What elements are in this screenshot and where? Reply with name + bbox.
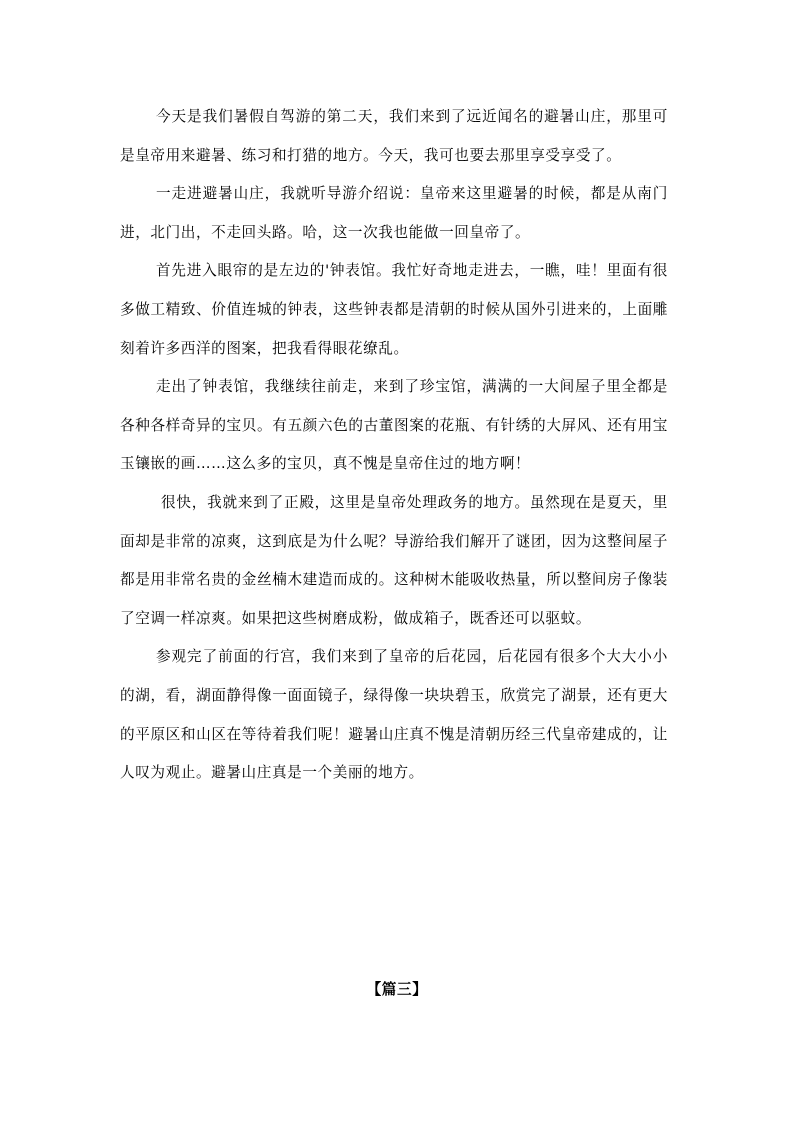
paragraph-3: 首先进入眼帘的是左边的'钟表馆。我忙好奇地走进去，一瞧，哇！里面有很多做工精致、价值连城的钟表，这些钟表都是清朝的时候从国外引进来的，上面雕刻着许多西洋的图案，把我看得眼花缭乱。 [120, 262, 668, 357]
paragraph-1: 今天是我们暑假自驾游的第二天，我们来到了远近闻名的避暑山庄，那里可是皇帝用来避暑、练习和打猎的地方。今天，我可也要去那里享受享受了。 [120, 108, 668, 164]
paragraph-4: 走出了钟表馆，我继续往前走，来到了珍宝馆，满满的一大间屋子里全都是各种各样奇异的宝贝。有五颜六色的古董图案的花瓶、有针绣的大屏风、还有用宝玉镶嵌的画……这么多的宝贝，真不愧是皇帝住过的地方啊！ [120, 378, 668, 473]
section-title: 【篇三】 [366, 981, 428, 998]
paragraph-2: 一走进避暑山庄，我就听导游介绍说：皇帝来这里避暑的时候，都是从南门进，北门出，不走回头路。哈，这一次我也能做一回皇帝了。 [120, 185, 668, 241]
paragraph-6: 参观完了前面的行宫，我们来到了皇帝的后花园，后花园有很多个大大小小的湖，看，湖面静得像一面面镜子，绿得像一块块碧玉，欣赏完了湖景，还有更大的平原区和山区在等待着我们呢！避暑山庄真不愧是清朝历经三代皇帝建成的，让人叹为观止。避暑山庄真是一个美丽的地方。 [120, 648, 668, 782]
article-body [120, 98, 668, 793]
paragraph-5: 很快，我就来到了正殿，这里是皇帝处理政务的地方。虽然现在是夏天，里面却是非常的凉爽，这到底是为什么呢？导游给我们解开了谜团，因为这整间屋子都是用非常名贵的金丝楠木建造而成的。这种树木能吸收热量，所以整间房子像装了空调一样凉爽。如果把这些树磨成粉，做成箱子，既香还可以驱蚊。 [120, 493, 668, 627]
